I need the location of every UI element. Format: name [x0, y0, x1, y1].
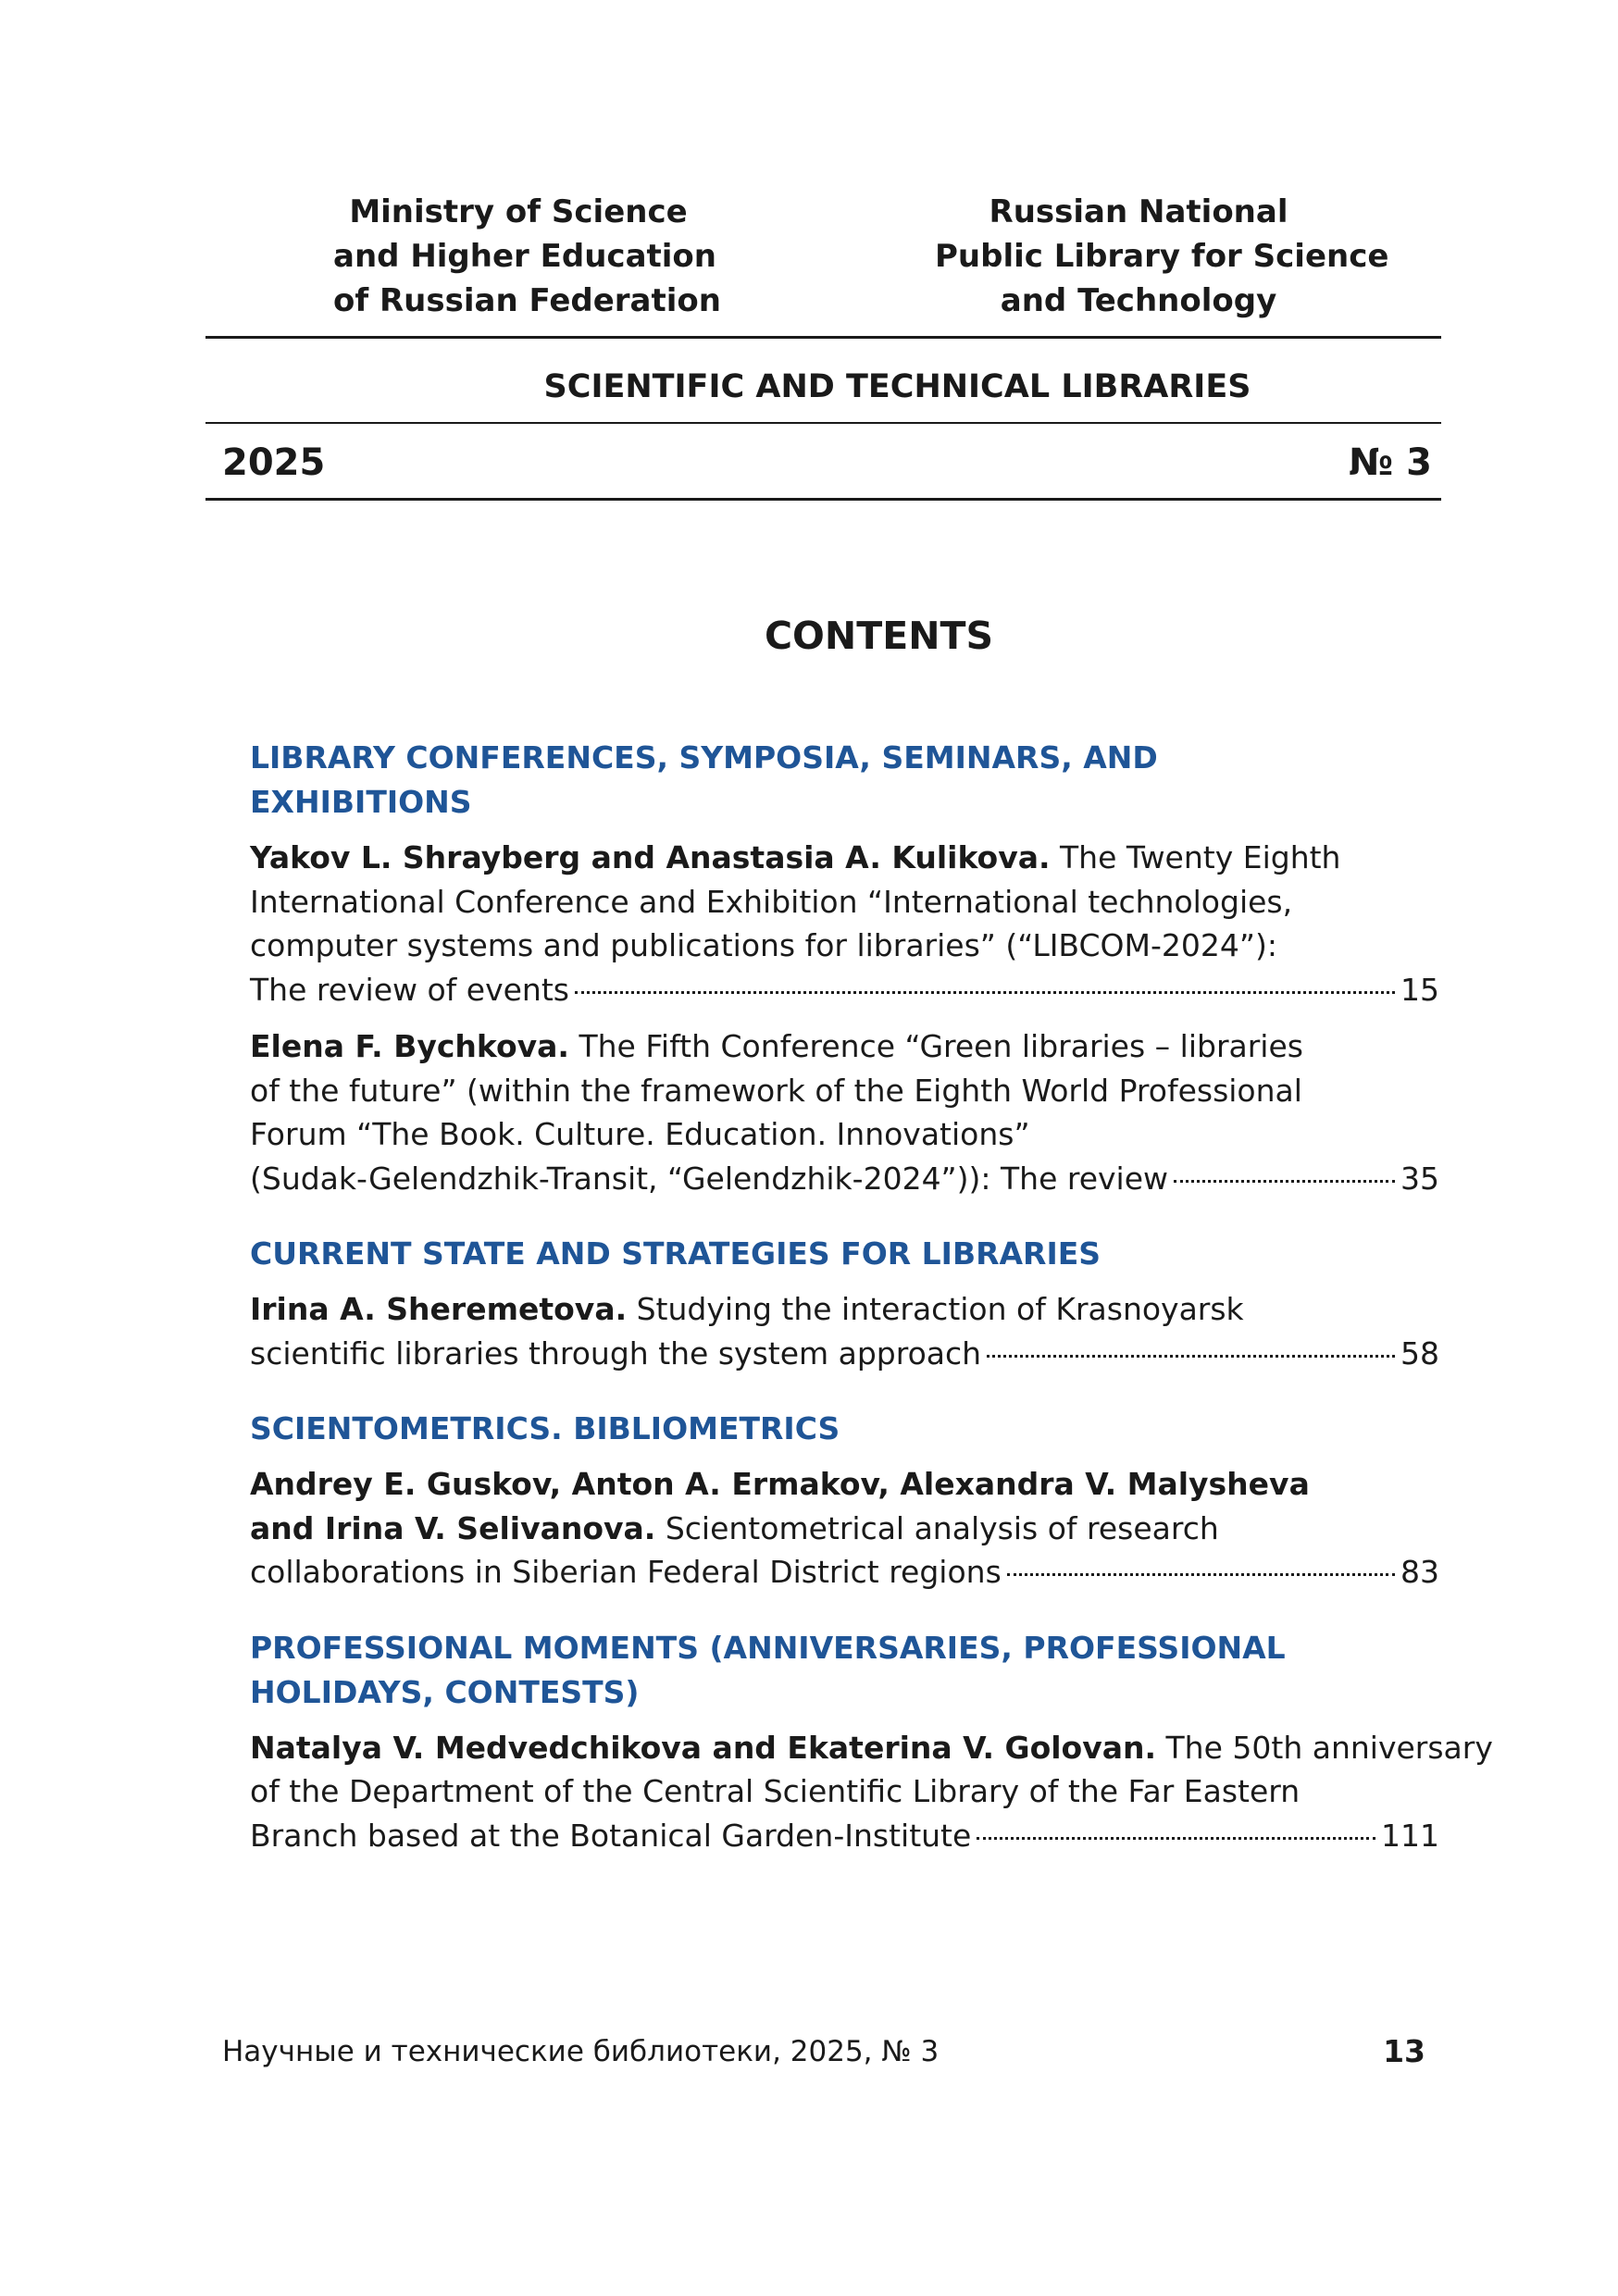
entry-line	[250, 1726, 1493, 1770]
header-rule-bottom	[205, 498, 1441, 501]
entry-authors: Elena F. Bychkova.	[250, 1028, 569, 1064]
entry-title-end: The review of events	[250, 971, 569, 1008]
footer-page-number: 13	[1383, 2033, 1425, 2069]
toc-entry[interactable]	[250, 1287, 1439, 1375]
table-of-contents	[250, 736, 1493, 1870]
contents-heading: CONTENTS	[764, 614, 994, 658]
library-line: and Technology	[1000, 282, 1277, 319]
entry-authors: Yakov L. Shrayberg and Anastasia A. Kulikova.	[250, 839, 1051, 875]
entry-title: Scientometrical analysis of research	[655, 1509, 1219, 1546]
entry-line: of the Department of the Central Scientific Library of the Far Eastern	[250, 1773, 1301, 1809]
entry-last-line	[250, 1157, 1439, 1201]
library-block	[935, 190, 1389, 323]
ministry-line: and Higher Education	[333, 238, 716, 275]
journal-title: SCIENTIFIC AND TECHNICAL LIBRARIES	[543, 368, 1251, 405]
entry-title-end: scientific libraries through the system approach	[250, 1334, 982, 1371]
entry-authors: Irina A. Sheremetova.	[250, 1291, 628, 1327]
library-line: Public Library for Science	[935, 238, 1389, 275]
entry-line: Forum “The Book. Culture. Education. Innovations”	[250, 1116, 1030, 1152]
ministry-line: Ministry of Science	[349, 193, 688, 230]
issue-number: № 3	[1349, 441, 1432, 484]
entry-title-end: (Sudak-Gelendzhik-Transit, “Gelendzhik-2024”)): The review	[250, 1160, 1169, 1197]
entry-title: The Twenty Eighth	[1050, 839, 1341, 875]
dot-leader	[977, 1837, 1375, 1840]
entry-title: Studying the interaction of Krasnoyarsk	[627, 1291, 1244, 1327]
toc-entry[interactable]	[250, 1462, 1439, 1595]
section-heading: CURRENT STATE AND STRATEGIES FOR LIBRARIES	[250, 1235, 1101, 1272]
entry-last-line	[250, 1332, 1439, 1376]
entry-line	[250, 836, 1439, 880]
header-rule-middle	[205, 422, 1441, 424]
entry-title: The Fifth Conference “Green libraries – libraries	[568, 1028, 1303, 1064]
page-number: 83	[1400, 1554, 1439, 1590]
page-number: 15	[1400, 971, 1439, 1008]
page-number: 58	[1400, 1334, 1439, 1371]
section-heading	[250, 1626, 1314, 1715]
entry-line: International Conference and Exhibition “International technologies,	[250, 883, 1293, 920]
entry-line	[250, 1024, 1439, 1069]
entry-title: The 50th anniversary	[1156, 1729, 1493, 1766]
entry-authors: and Irina V. Selivanova.	[250, 1509, 656, 1546]
section-heading-line: HOLIDAYS, CONTESTS)	[250, 1673, 640, 1710]
entry-line	[250, 1287, 1439, 1332]
ministry-block	[333, 190, 721, 323]
dot-leader	[987, 1355, 1395, 1358]
entry-title-end: collaborations in Siberian Federal District regions	[250, 1554, 1002, 1590]
entry-title-end: Branch based at the Botanical Garden-Institute	[250, 1817, 972, 1854]
entry-last-line	[250, 1814, 1439, 1858]
toc-entry[interactable]	[250, 1024, 1439, 1200]
toc-entry[interactable]	[250, 1726, 1493, 1858]
toc-entry[interactable]	[250, 836, 1439, 1011]
library-line: Russian National	[989, 193, 1288, 230]
entry-authors: Natalya V. Medvedchikova and Ekaterina V. Golovan.	[250, 1729, 1157, 1766]
section-heading: LIBRARY CONFERENCES, SYMPOSIA, SEMINARS, AND EXHIBITIONS	[250, 739, 1158, 820]
dot-leader	[1007, 1573, 1395, 1576]
entry-last-line	[250, 1550, 1439, 1595]
entry-last-line	[250, 968, 1439, 1012]
footer-citation: Научные и технические библиотеки, 2025, № 3	[222, 2035, 940, 2068]
entry-line: computer systems and publications for libraries” (“LIBCOM-2024”):	[250, 927, 1277, 963]
ministry-line: of Russian Federation	[333, 282, 721, 319]
entry-line	[250, 1507, 1439, 1551]
header-rule-top	[205, 336, 1441, 339]
section-heading: SCIENTOMETRICS. BIBLIOMETRICS	[250, 1410, 840, 1446]
dot-leader	[575, 991, 1395, 994]
section-heading-line: PROFESSIONAL MOMENTS (ANNIVERSARIES, PROFESSIONAL	[250, 1629, 1286, 1666]
page-number: 35	[1400, 1160, 1439, 1197]
dot-leader	[1174, 1180, 1395, 1183]
entry-line: of the future” (within the framework of the Eighth World Professional	[250, 1072, 1302, 1109]
issue-year: 2025	[222, 441, 326, 484]
entry-authors: Andrey E. Guskov, Anton A. Ermakov, Alexandra V. Malysheva	[250, 1466, 1310, 1502]
page-number: 111	[1381, 1817, 1439, 1854]
